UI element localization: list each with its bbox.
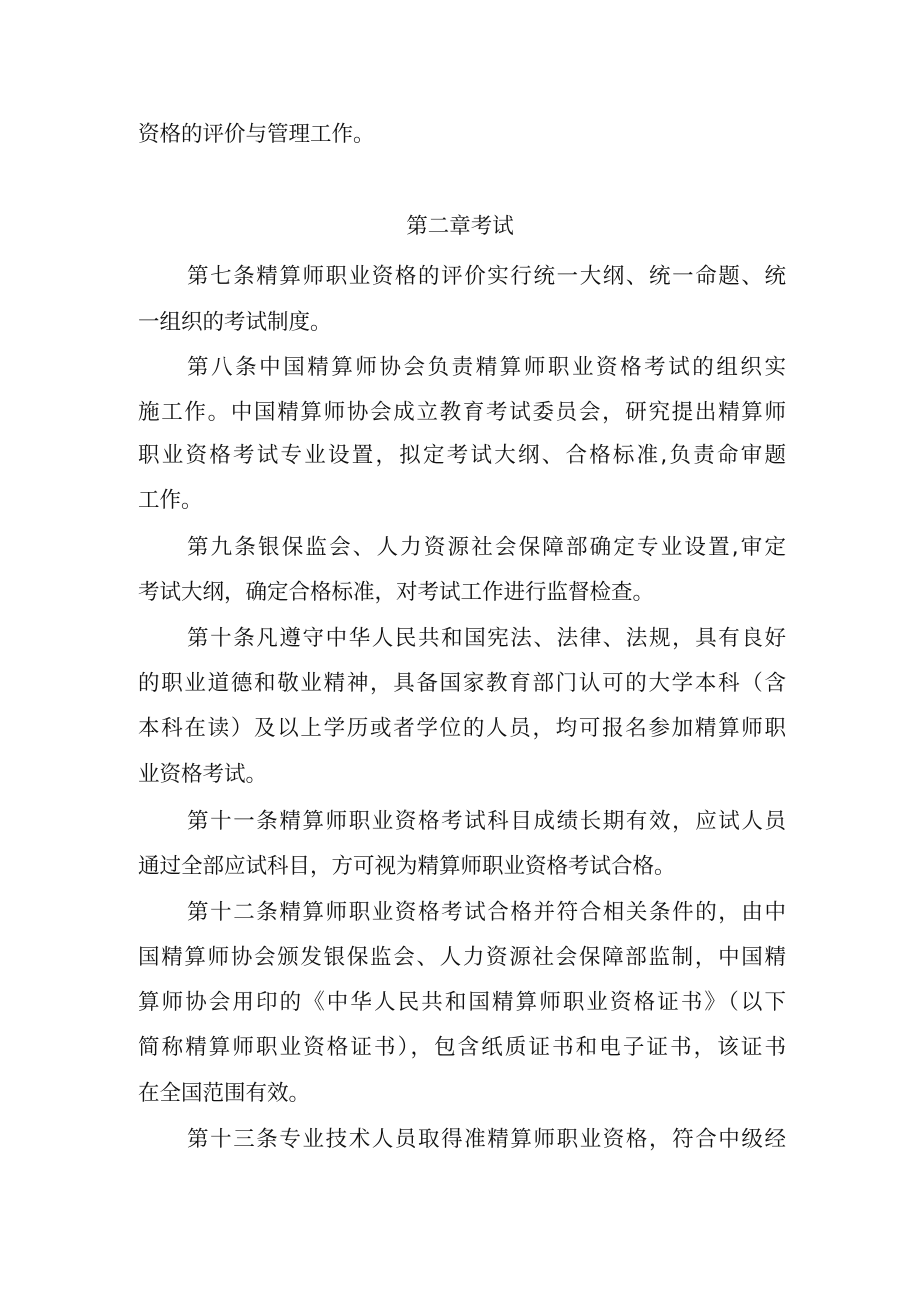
- text-line: 职业资格考试专业设置，拟定考试大纲、合格标准,负责命审题: [138, 443, 786, 468]
- text-line: 业资格考试。: [138, 762, 268, 787]
- text-line: 国精算师协会颁发银保监会、人力资源社会保障部监制，中国精: [138, 945, 786, 970]
- chapter-heading: 第二章考试: [406, 214, 514, 239]
- text-line: 在全国范围有效。: [138, 1081, 311, 1106]
- text-line: 通过全部应试科目，方可视为精算师职业资格考试合格。: [138, 854, 676, 879]
- text-line: 第七条精算师职业资格的评价实行统一大纲、统一命题、统: [187, 264, 786, 289]
- text-line: 的职业道德和敬业精神，具备国家教育部门认可的大学本科（含: [138, 671, 786, 696]
- text-line: 考试大纲，确定合格标准，对考试工作进行监督检查。: [138, 580, 655, 605]
- text-line: 简称精算师职业资格证书），包含纸质证书和电子证书，该证书: [138, 1035, 786, 1060]
- text-line: 第十二条精算师职业资格考试合格并符合相关条件的，由中: [187, 900, 786, 925]
- text-line: 资格的评价与管理工作。: [138, 122, 375, 147]
- text-line: 第十条凡遵守中华人民共和国宪法、法律、法规，具有良好: [187, 626, 786, 651]
- text-line: 本科在读）及以上学历或者学位的人员，均可报名参加精算师职: [138, 716, 786, 741]
- text-line: 第十一条精算师职业资格考试科目成绩长期有效，应试人员: [187, 809, 786, 834]
- text-line: 第十三条专业技术人员取得准精算师职业资格，符合中级经: [187, 1127, 786, 1152]
- text-line: 工作。: [138, 488, 203, 513]
- text-line: 算师协会用印的《中华人民共和国精算师职业资格证书》（以下: [138, 990, 786, 1015]
- text-line: 一组织的考试制度。: [138, 310, 332, 335]
- text-line: 第九条银保监会、人力资源社会保障部确定专业设置,审定: [187, 535, 786, 560]
- text-line: 第八条中国精算师协会负责精算师职业资格考试的组织实: [187, 355, 786, 380]
- text-line: 施工作。中国精算师协会成立教育考试委员会，研究提出精算师: [138, 400, 786, 425]
